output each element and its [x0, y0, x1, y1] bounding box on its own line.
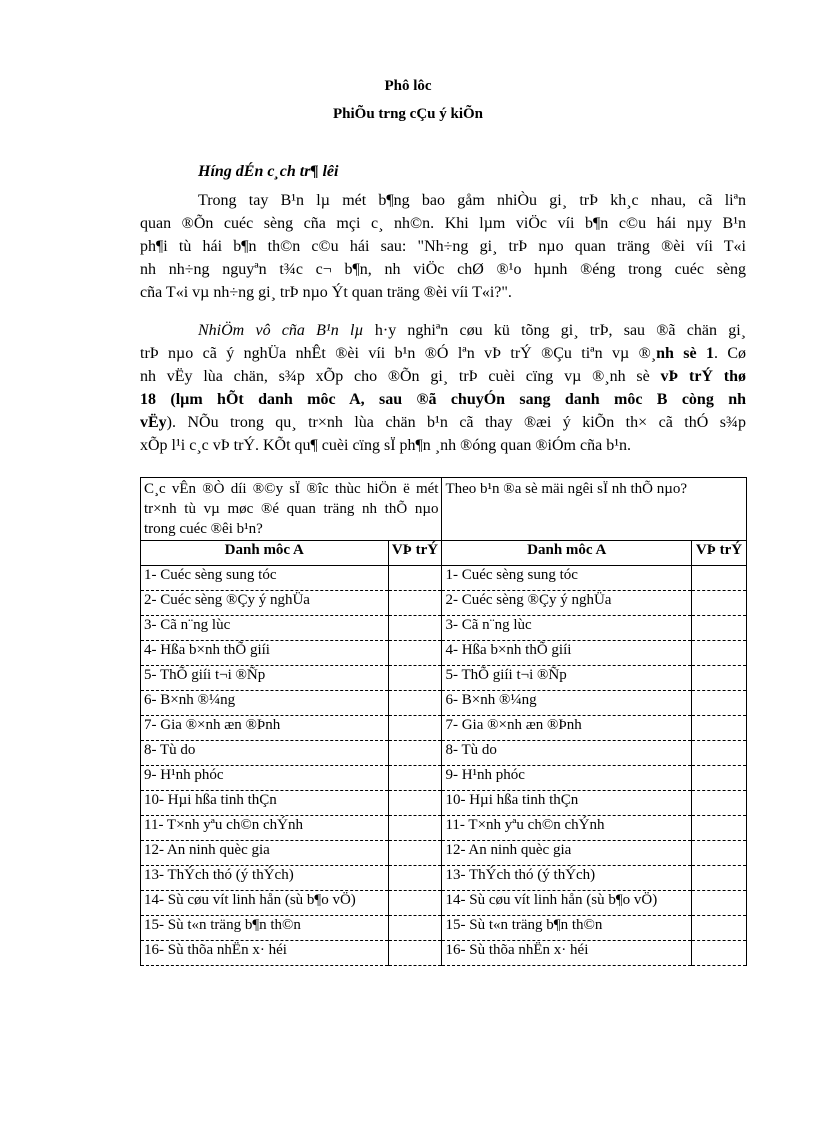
value-item-others: 14- Sù cøu vít linh hån (sù b¶o vÖ) [442, 891, 692, 916]
value-item-self: 10- Hµi hßa tinh thÇn [141, 791, 389, 816]
value-item-self: 4- Hßa b×nh thÕ giíi [141, 641, 389, 666]
rank-input-others[interactable] [692, 891, 747, 916]
question-others: Theo b¹n ®a sè mäi ngêi sÏ nh thÕ nµo? [442, 478, 747, 541]
value-item-others: 6- B×nh ®¼ng [442, 691, 692, 716]
rank-input-self[interactable] [388, 816, 442, 841]
paragraph-line: nh nh÷ng nguyªn t¾c c¬ b¶n, nh viÖc chØ ®¹o hµnh ®éng trong cuéc sèng [140, 261, 746, 278]
rank-input-self[interactable] [388, 716, 442, 741]
question-row [141, 478, 747, 541]
value-item-others: 15- Sù t«n träng b¶n th©n [442, 916, 692, 941]
rank-input-self[interactable] [388, 891, 442, 916]
value-item-self: 8- Tù do [141, 741, 389, 766]
value-item-others: 8- Tù do [442, 741, 692, 766]
table-row [141, 941, 747, 966]
table-row [141, 666, 747, 691]
text-span: nh vËy lùa chän, s¾p xÕp cho ®Õn gi¸ trÞ cuèi cïng vµ ®¸nh sè [140, 368, 661, 385]
rank-input-self[interactable] [388, 591, 442, 616]
paragraph-line: Trong tay B¹n lµ mét b¶ng bao gåm nhiÒu gi¸ trÞ kh¸c nhau, cã liªn [198, 192, 746, 209]
value-item-self: 5- ThÕ giíi t¬i ®Ñp [141, 666, 389, 691]
value-item-others: 16- Sù thõa nhËn x· héi [442, 941, 692, 966]
paragraph-line: ph¶i tù hái b¶n th©n c©u hái sau: "Nh÷ng gi¸ trÞ nµo quan träng ®èi víi T«i [140, 238, 746, 255]
paragraph-line [140, 365, 746, 388]
value-item-self: 16- Sù thõa nhËn x· héi [141, 941, 389, 966]
column-header-list-left: Danh môc A [141, 541, 389, 566]
rank-input-others[interactable] [692, 666, 747, 691]
text-span: ). NÕu trong qu¸ tr×nh lùa chän b¹n cã thay ®æi ý kiÕn th× cã thÓ s¾p [166, 414, 746, 431]
paragraph-line [140, 319, 746, 342]
value-item-others: 4- Hßa b×nh thÕ giíi [442, 641, 692, 666]
guide-paragraph-2 [140, 319, 746, 457]
rank-input-self[interactable] [388, 766, 442, 791]
rank-input-others[interactable] [692, 716, 747, 741]
paragraph-line: cña T«i vµ nh÷ng gi¸ trÞ nµo Ýt quan träng ®èi víi T«i?". [140, 284, 512, 301]
table-row [141, 716, 747, 741]
value-item-self: 7- Gia ®×nh æn ®Þnh [141, 716, 389, 741]
rank-input-self[interactable] [388, 791, 442, 816]
column-header-position-left: VÞ trÝ [388, 541, 442, 566]
paragraph-line [140, 342, 746, 365]
value-item-others: 10- Hµi hßa tinh thÇn [442, 791, 692, 816]
header-row [141, 541, 747, 566]
value-item-others: 7- Gia ®×nh æn ®Þnh [442, 716, 692, 741]
table-row [141, 591, 747, 616]
rank-input-self[interactable] [388, 566, 442, 591]
value-item-self: 9- H¹nh phóc [141, 766, 389, 791]
rank-input-others[interactable] [692, 791, 747, 816]
text-span: h·y nghiªn cøu kü tõng gi¸ trÞ, sau ®ã chän gi¸ [363, 322, 746, 339]
rank-input-others[interactable] [692, 741, 747, 766]
table-row [141, 766, 747, 791]
table-row [141, 791, 747, 816]
appendix-title: Phô lôc [384, 78, 432, 94]
value-item-self: 12- An ninh quèc gia [141, 841, 389, 866]
table-row [141, 816, 747, 841]
column-header-list-right: Danh môc A [442, 541, 692, 566]
table-row [141, 691, 747, 716]
rank-input-self[interactable] [388, 866, 442, 891]
table-row [141, 641, 747, 666]
rank-input-others[interactable] [692, 591, 747, 616]
rank-input-others[interactable] [692, 691, 747, 716]
values-ranking-table [140, 477, 747, 966]
column-header-position-right: VÞ trÝ [692, 541, 747, 566]
table-row [141, 616, 747, 641]
rank-input-others[interactable] [692, 841, 747, 866]
rank-input-others[interactable] [692, 766, 747, 791]
value-item-others: 5- ThÕ giíi t¬i ®Ñp [442, 666, 692, 691]
rank-input-others[interactable] [692, 916, 747, 941]
question-self: C¸c vÊn ®Ò díi ®©y sÏ ®îc thùc hiÖn ë mét tr×nh tù vµ møc ®é quan träng nh thÕ nµo trong cuéc ®êi b¹n? [141, 478, 442, 541]
rank-input-self[interactable] [388, 741, 442, 766]
value-item-self: 3- Cã n¨ng lùc [141, 616, 389, 641]
text-span: trÞ nµo cã ý nghÜa nhÊt ®èi víi b¹n ®Ó lªn vÞ trÝ ®Çu tiªn vµ ®¸ [140, 345, 657, 362]
table-row [141, 841, 747, 866]
rank-input-self[interactable] [388, 941, 442, 966]
bold-span: vÞ trÝ thø [660, 368, 746, 385]
paragraph-line: 18 (lµm hÕt danh môc A, sau ®ã chuyÓn sang danh môc B còng nh [140, 391, 746, 408]
rank-input-self[interactable] [388, 666, 442, 691]
value-item-others: 11- T×nh yªu ch©n chÝnh [442, 816, 692, 841]
rank-input-others[interactable] [692, 641, 747, 666]
paragraph-line: xÕp l¹i c¸c vÞ trÝ. KÕt qu¶ cuèi cïng sÏ ph¶n ¸nh ®óng quan ®iÓm cña b¹n. [140, 437, 631, 454]
table-row [141, 916, 747, 941]
value-item-self: 6- B×nh ®¼ng [141, 691, 389, 716]
value-item-others: 3- Cã n¨ng lùc [442, 616, 692, 641]
rank-input-others[interactable] [692, 866, 747, 891]
value-item-self: 13- ThÝch thó (ý thÝch) [141, 866, 389, 891]
paragraph-line: quan ®Õn cuéc sèng cña mçi c¸ nh©n. Khi lµm viÖc víi b¶n c©u hái nµy B¹n [140, 215, 746, 232]
value-item-others: 2- Cuéc sèng ®Çy ý nghÜa [442, 591, 692, 616]
table-row [141, 741, 747, 766]
rank-input-self[interactable] [388, 841, 442, 866]
rank-input-self[interactable] [388, 916, 442, 941]
rank-input-others[interactable] [692, 566, 747, 591]
value-item-others: 1- Cuéc sèng sung tóc [442, 566, 692, 591]
value-item-self: 11- T×nh yªu ch©n chÝnh [141, 816, 389, 841]
value-item-others: 12- An ninh quèc gia [442, 841, 692, 866]
value-item-others: 9- H¹nh phóc [442, 766, 692, 791]
value-item-self: 2- Cuéc sèng ®Çy ý nghÜa [141, 591, 389, 616]
rank-input-self[interactable] [388, 691, 442, 716]
guide-paragraph-1 [140, 189, 746, 304]
task-label: NhiÖm vô cña B¹n lµ [198, 322, 364, 339]
guide-heading: Híng dÉn c¸ch tr¶ lêi [198, 163, 339, 180]
rank-input-self[interactable] [388, 641, 442, 666]
text-span: . Cø [713, 345, 747, 362]
value-item-self: 14- Sù cøu vít linh hån (sù b¶o vÖ) [141, 891, 389, 916]
table-row [141, 891, 747, 916]
bold-span: nh sè 1 [656, 345, 714, 362]
paragraph-line [140, 411, 746, 434]
value-item-others: 13- ThÝch thó (ý thÝch) [442, 866, 692, 891]
value-item-self: 1- Cuéc sèng sung tóc [141, 566, 389, 591]
rank-input-others[interactable] [692, 941, 747, 966]
survey-title: PhiÕu trng cÇu ý kiÕn [332, 106, 484, 122]
rank-input-others[interactable] [692, 816, 747, 841]
bold-span: vËy [140, 414, 167, 431]
value-item-self: 15- Sù t«n träng b¶n th©n [141, 916, 389, 941]
table-row [141, 566, 747, 591]
table-row [141, 866, 747, 891]
rank-input-others[interactable] [692, 616, 747, 641]
rank-input-self[interactable] [388, 616, 442, 641]
